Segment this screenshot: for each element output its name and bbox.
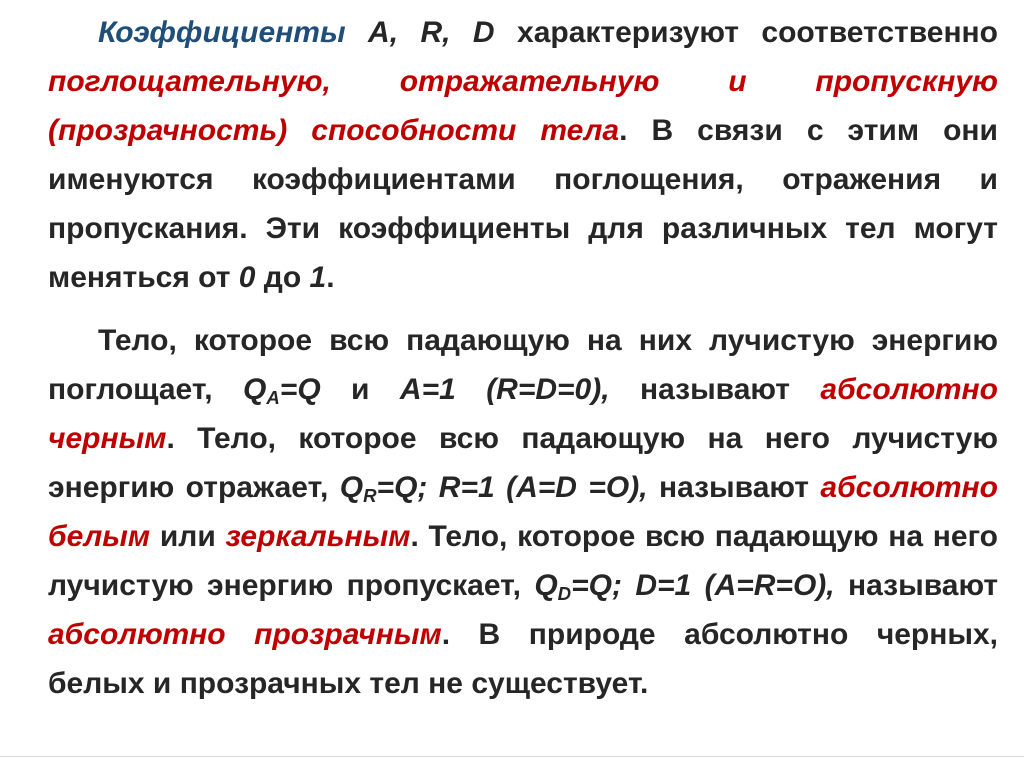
formula-transparent: =Q; D=1 (A=R=O), <box>571 569 835 602</box>
bottom-divider <box>0 756 1024 757</box>
paragraph-bodies <box>48 316 998 708</box>
term-coefficients: Коэффициенты <box>98 16 346 49</box>
paragraph-coefficients <box>48 8 998 302</box>
text-segment: . Тело, которое всю падающую на него лучистую энергию пропускает, <box>48 520 998 602</box>
formula-q: Q <box>534 569 558 602</box>
subscript-d: D <box>557 583 572 605</box>
subscript-r: R <box>363 485 377 507</box>
text-segment: . В связи с этим они именуются коэффициентами поглощения, отражения и пропускания. Эти коэффициенты для различных тел могут меняться от <box>48 114 998 294</box>
term-absolutely-transparent: абсолютно прозрачным <box>48 618 442 651</box>
value-zero: 0 <box>238 261 256 294</box>
term-absolutely-black: абсолютно черным <box>48 373 998 455</box>
formula-white: =Q; R=1 (A=D =O), <box>376 471 648 504</box>
term-abilities: поглощательную, отражательную и пропускную (прозрачность) способности тела <box>48 65 998 147</box>
text-segment: называют <box>647 471 821 504</box>
text-segment: . В природе абсолютно черных, белых и прозрачных тел не существует. <box>48 618 998 700</box>
formula-q: Q <box>243 373 267 406</box>
subscript-a: A <box>266 387 280 409</box>
text-segment: характеризуют соответственно <box>494 16 999 49</box>
formula-black: A=1 (R=D=0), <box>399 373 610 406</box>
text-segment: или <box>150 520 226 553</box>
term-absolutely-white: абсолютно белым <box>48 471 998 553</box>
text-segment: Тело, которое всю падающую на них лучистую энергию поглощает, <box>48 324 998 406</box>
text-segment: и <box>320 373 400 406</box>
text-segment: . <box>326 261 335 294</box>
symbols-ard: A, R, D <box>345 16 495 49</box>
text-segment: называют <box>609 373 821 406</box>
formula-eq-q: =Q <box>279 373 321 406</box>
formula-q: Q <box>339 471 364 504</box>
value-one: 1 <box>309 261 327 294</box>
term-mirror: зеркальным <box>225 520 411 553</box>
text-segment: до <box>255 261 310 294</box>
text-segment: называют <box>834 569 999 602</box>
text-segment: . Тело, которое всю падающую на него лучистую энергию отражает, <box>48 422 998 504</box>
